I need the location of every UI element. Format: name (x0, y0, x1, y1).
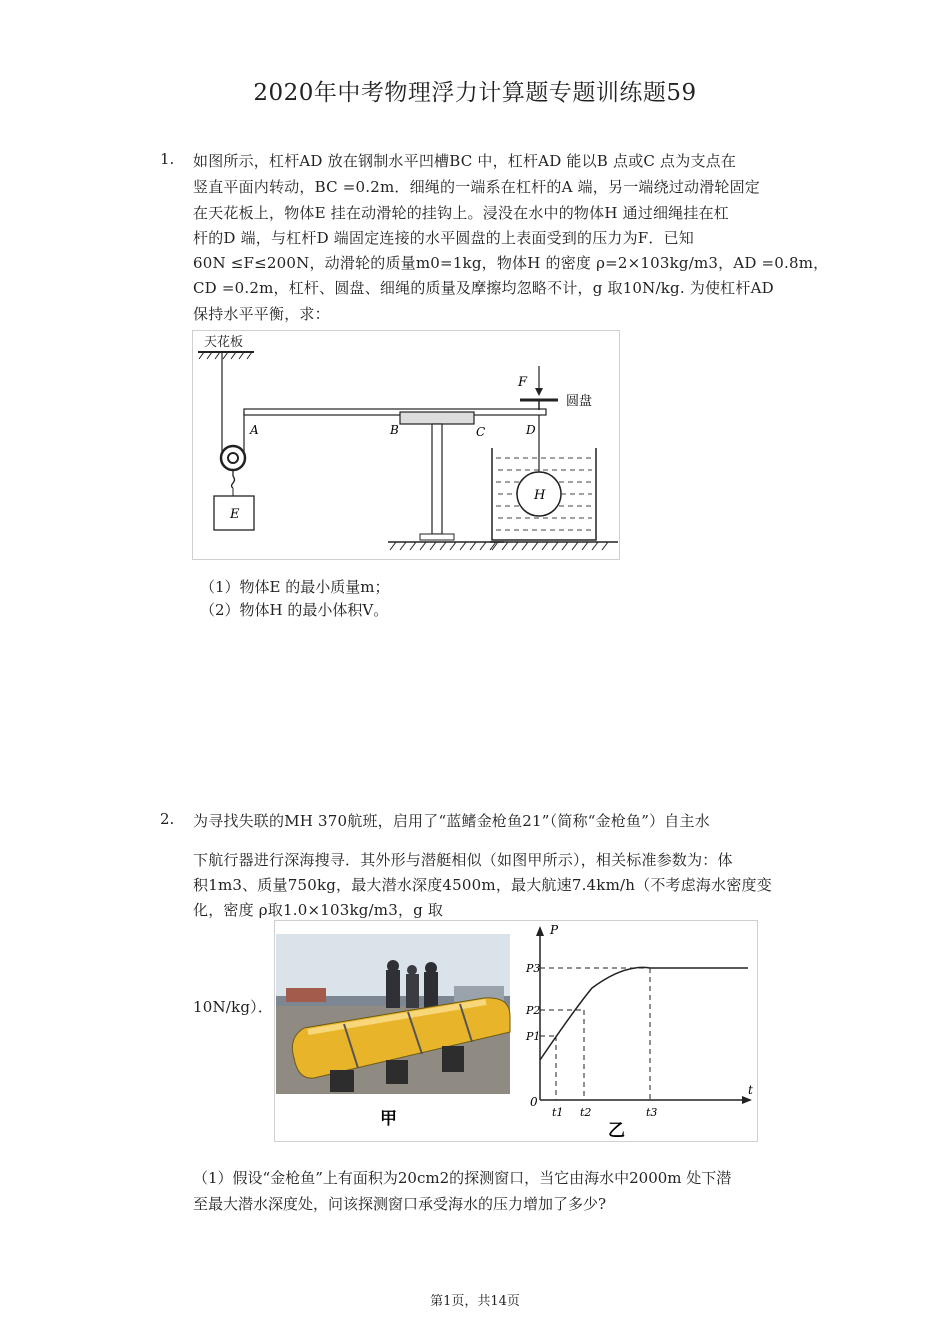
lever-ad (244, 409, 546, 415)
q2-line-2: 下航行器进行深海搜寻．其外形与潜艇相似（如图甲所示），相关标准参数为：体 (193, 851, 733, 869)
y-axis-label: P (550, 923, 559, 937)
q1-line-1: 如图所示，杠杆AD 放在钢制水平凹槽BC 中，杠杆AD 能以B 点或C 点为支点在 (193, 152, 737, 170)
lever-diagram (192, 330, 620, 560)
label-h: H (534, 488, 546, 503)
q2-sub-1: （1）假设“金枪鱼”上有面积为20cm2的探测窗口，当它由海水中2000m 处下潜 (193, 1169, 732, 1187)
page-footer: 第1页，共14页 (430, 1294, 520, 1309)
label-b: B (390, 423, 399, 437)
submarine-figure (274, 920, 758, 1142)
t1-label: t1 (552, 1106, 564, 1119)
support-post (432, 424, 442, 534)
q1-sub-2: （2）物体H 的最小体积V。 (200, 601, 389, 619)
q1-line-5: 60N ≤F≤200N，动滑轮的质量m0=1kg，物体H 的密度 ρ=2×103kg/m3，AD =0.8m， (193, 254, 829, 272)
question-2-number: 2. (160, 810, 175, 828)
q2-line-1: 为寻找失联的MH 370航班，启用了“蓝鳍金枪鱼21”（简称“金枪鱼”）自主水 (193, 812, 710, 830)
q1-line-3: 在天花板上，物体E 挂在动滑轮的挂钩上。浸没在水中的物体H 通过细绳挂在杠 (193, 204, 729, 222)
label-a: A (250, 423, 259, 437)
label-d: D (526, 423, 536, 437)
x-axis-label: t (748, 1083, 753, 1097)
question-1-number: 1. (160, 150, 175, 168)
p1-label: P1 (526, 1030, 541, 1043)
q1-line-4: 杆的D 端，与杠杆D 端固定连接的水平圆盘的上表面受到的压力为F．已知 (193, 229, 694, 247)
auv-photo (276, 934, 510, 1094)
q1-sub-1: （1）物体E 的最小质量m； (200, 578, 390, 596)
origin-label: 0 (530, 1095, 538, 1109)
label-f: F (518, 375, 528, 390)
q1-line-6: CD =0.2m，杠杆、圆盘、细绳的质量及摩擦均忽略不计，g 取10N/kg. 为使杠杆AD (193, 279, 774, 297)
t2-label: t2 (580, 1106, 592, 1119)
p3-label: P3 (526, 962, 541, 975)
groove-bc (400, 412, 474, 424)
page-title: 2020年中考物理浮力计算题专题训练题59 (253, 80, 697, 106)
p2-label: P2 (526, 1004, 541, 1017)
q2-line-4: 化，密度 ρ取1.0×103kg/m3，g 取 (193, 901, 444, 919)
label-e: E (230, 507, 240, 522)
q2-line-tail: 10N/kg）． (193, 998, 274, 1016)
q2-line-3: 积1m3、质量750kg，最大潜水深度4500m，最大航速7.4km/h（不考虑海水密度变 (193, 876, 772, 894)
q1-line-7: 保持水平平衡，求： (193, 305, 330, 323)
ceiling-label: 天花板 (204, 335, 244, 350)
t3-label: t3 (646, 1106, 658, 1119)
graph-caption: 乙 (608, 1121, 625, 1141)
q1-line-2: 竖直平面内转动，BC =0.2m．细绳的一端系在杠杆的A 端，另一端绕过动滑轮固定 (193, 178, 760, 196)
label-c: C (476, 425, 486, 439)
photo-caption: 甲 (380, 1109, 397, 1129)
q2-sub-2: 至最大潜水深度处，问该探测窗口承受海水的压力增加了多少? (193, 1195, 607, 1213)
disc-label: 圆盘 (566, 394, 593, 409)
